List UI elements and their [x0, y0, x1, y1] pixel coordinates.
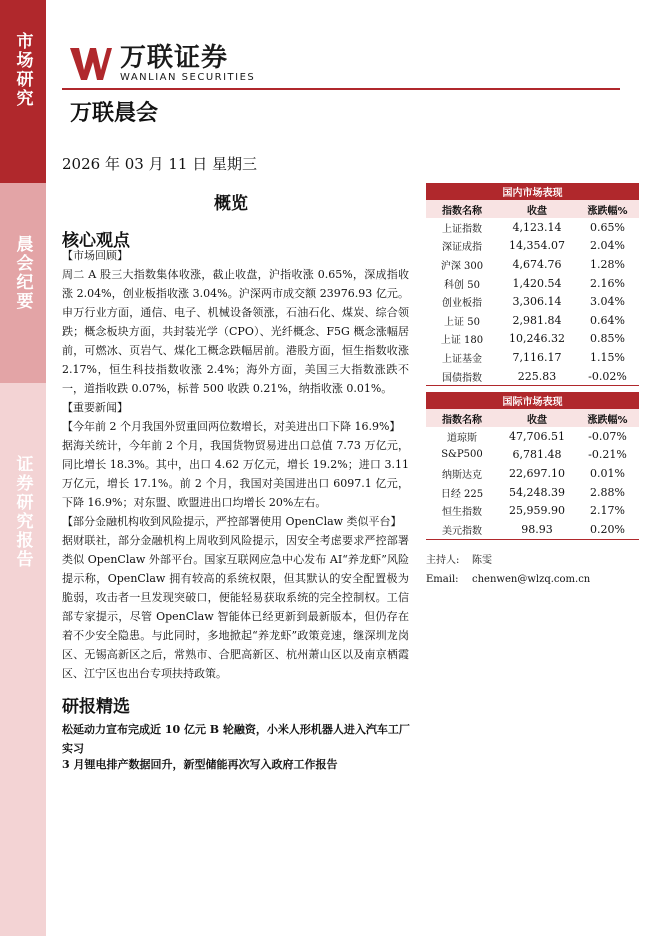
index-name: S&P500	[441, 449, 483, 461]
change-pct: 0.64%	[590, 313, 625, 327]
research-heading: 研报精选	[62, 697, 130, 717]
change-pct: 2.04%	[590, 239, 625, 253]
column-header: 指数名称	[426, 200, 498, 218]
research-item[interactable]: 3 月锂电排产数据回升，新型储能再次写入政府工作报告	[62, 758, 338, 771]
change-pct: 2.88%	[590, 485, 625, 499]
column-header: 收盘	[498, 409, 576, 427]
logo-chinese-name: 万联证券	[120, 43, 229, 73]
sidebar-label-market: 市场研究	[12, 32, 33, 108]
close-value: 1,420.54	[512, 276, 562, 290]
sidebar-section-morning	[0, 183, 46, 383]
index-name: 科创 50	[444, 279, 480, 291]
international-market-table	[426, 392, 639, 540]
index-name: 上证 180	[440, 335, 484, 347]
close-value: 98.93	[498, 520, 576, 539]
close-value: 4,674.76	[512, 257, 562, 271]
change-pct: -0.02%	[576, 367, 639, 386]
table-row	[426, 464, 639, 483]
email-label: Email:	[426, 574, 459, 585]
change-pct: 0.01%	[590, 466, 625, 480]
change-pct: -0.21%	[588, 448, 627, 462]
report-date: 2026 年 03 月 11 日 星期三	[62, 155, 257, 173]
change-pct: 2.17%	[590, 504, 625, 518]
close-value: 25,959.90	[509, 504, 565, 518]
overview-heading: 概览	[214, 194, 248, 214]
market-review-tag: 【市场回顾】	[62, 249, 128, 262]
change-pct: 0.20%	[576, 520, 639, 539]
table-row	[426, 237, 639, 256]
sidebar-label-morning: 晨会纪要	[12, 235, 33, 311]
column-header: 收盘	[498, 200, 576, 218]
change-pct: 0.65%	[590, 220, 625, 234]
domestic-table-caption: 国内市场表现	[426, 183, 639, 200]
table-row	[426, 446, 639, 465]
column-header: 指数名称	[426, 409, 498, 427]
host-label: 主持人:	[426, 555, 460, 566]
close-value: 4,123.14	[512, 220, 562, 234]
core-views-heading: 核心观点	[62, 231, 130, 251]
change-pct: -0.07%	[588, 429, 627, 443]
sidebar-section-report	[0, 383, 46, 936]
change-pct: 1.15%	[590, 350, 625, 364]
close-value: 3,306.14	[512, 295, 562, 309]
close-value: 6,781.48	[512, 448, 562, 462]
table-row	[426, 330, 639, 349]
table-row	[426, 520, 639, 539]
index-name: 美元指数	[426, 520, 498, 539]
close-value: 10,246.32	[509, 332, 565, 346]
table-row	[426, 311, 639, 330]
index-name: 纳斯达克	[442, 469, 482, 481]
close-value: 14,354.07	[509, 239, 565, 253]
index-name: 沪深 300	[440, 260, 484, 272]
table-row	[426, 367, 639, 386]
index-name: 创业板指	[442, 298, 482, 310]
index-name: 上证基金	[442, 353, 482, 365]
market-review-paragraph: 周二 A 股三大指数集体收涨，截止收盘，沪指收涨 0.65%，深成指收涨 2.04%，创业板指收涨 3.04%。沪深两市成交额 23976.93 亿元。申万行业方面，通信、电子、机械设备领涨，石油石化、煤炭、综合领跌；概念板块方面，共封装光学（CPO）、光纤概念、F5G 概念涨幅居前，可燃冰、页岩气、煤化工概念跌幅居前。港股方面，恒生指数收涨 2.17%，恒生科技指数收涨 2.4%；海外方面，美国三大指数涨跌不一，道指收跌 0.07%，标普 500 收跌 0.21%，纳指收涨 0.01%。	[62, 268, 409, 395]
research-item[interactable]: 松延动力宣布完成近 10 亿元 B 轮融资，小米人形机器人进入汽车工厂实习	[62, 723, 410, 755]
change-pct: 2.16%	[590, 276, 625, 290]
close-value: 2,981.84	[512, 313, 562, 327]
close-value: 54,248.39	[509, 485, 565, 499]
news-paragraph-trade: 据海关统计，今年前 2 个月，我国货物贸易进出口总值 7.73 万亿元，同比增长 18.3%。其中，出口 4.62 万亿元，增长 19.2%；进口 3.11 万亿元，增长 17.1%。前 2 个月，我国对美国进出口 6097.1 亿元，下降 16.9%；对东盟、欧盟进出口均增长 20%左右。	[62, 439, 409, 509]
table-row	[426, 348, 639, 367]
header-divider	[62, 88, 620, 90]
close-value: 22,697.10	[509, 466, 565, 480]
index-name: 道琼斯	[447, 432, 477, 444]
table-row	[426, 274, 639, 293]
table-row	[426, 501, 639, 520]
news-paragraph-openclaw: 据财联社，部分金融机构上周收到风险提示，因安全考虑要求严控部署类似 OpenClaw 外部平台。国家互联网应急中心发布 AI“养龙虾”风险提示称，OpenClaw 拥有较高的系统权限，但其默认的安全配置极为脆弱，攻击者一旦发现突破口，便能轻易获取系统的完全控制权。工信部专家提示，尽管 OpenClaw 智能体已经更新到最新版本，但仍存在着不少安全隐患。与此同时，多地掀起“养龙虾”政策竞速，继深圳龙岗区、无锡高新区之后，常熟市、合肥高新区、杭州萧山区以及南京栖霞区、江宁区也出台专项扶持政策。	[62, 534, 409, 680]
important-news-tag: 【重要新闻】	[62, 401, 128, 414]
table-row	[426, 255, 639, 274]
sidebar-label-report: 证券研究报告	[12, 455, 33, 569]
table-row	[426, 427, 639, 446]
logo-english-name: WANLIAN SECURITIES	[120, 72, 256, 83]
email-link[interactable]: chenwen@wlzq.com.cn	[472, 574, 591, 585]
table-row	[426, 292, 639, 311]
close-value: 7,116.17	[512, 350, 562, 364]
close-value: 225.83	[498, 367, 576, 386]
index-name: 上证指数	[442, 223, 482, 235]
domestic-market-table	[426, 183, 639, 386]
report-title: 万联晨会	[70, 100, 159, 126]
international-table-caption: 国际市场表现	[426, 392, 639, 409]
left-sidebar-band	[0, 0, 46, 936]
index-name: 深证成指	[442, 242, 482, 254]
core-views-body	[62, 246, 409, 683]
table-row	[426, 218, 639, 237]
analyst-info	[426, 551, 590, 589]
index-name: 日经 225	[440, 488, 484, 500]
table-row	[426, 483, 639, 502]
company-logo	[68, 44, 255, 84]
table-header-row	[426, 409, 639, 427]
close-value: 47,706.51	[509, 429, 565, 443]
column-header: 涨跌幅%	[576, 200, 639, 218]
change-pct: 1.28%	[590, 257, 625, 271]
change-pct: 3.04%	[590, 295, 625, 309]
table-header-row	[426, 200, 639, 218]
news-headline-openclaw: 【部分金融机构收到风险提示，严控部署使用 OpenClaw 类似平台】	[62, 515, 402, 528]
logo-mark-icon	[68, 44, 114, 84]
index-name: 上证 50	[444, 316, 480, 328]
news-headline-trade: 【今年前 2 个月我国外贸重回两位数增长，对美进出口下降 16.9%】	[62, 420, 401, 433]
change-pct: 0.85%	[590, 332, 625, 346]
column-header: 涨跌幅%	[576, 409, 639, 427]
host-name: 陈雯	[472, 555, 492, 566]
sidebar-section-market	[0, 0, 46, 183]
index-name: 国债指数	[426, 367, 498, 386]
index-name: 恒生指数	[442, 507, 482, 519]
